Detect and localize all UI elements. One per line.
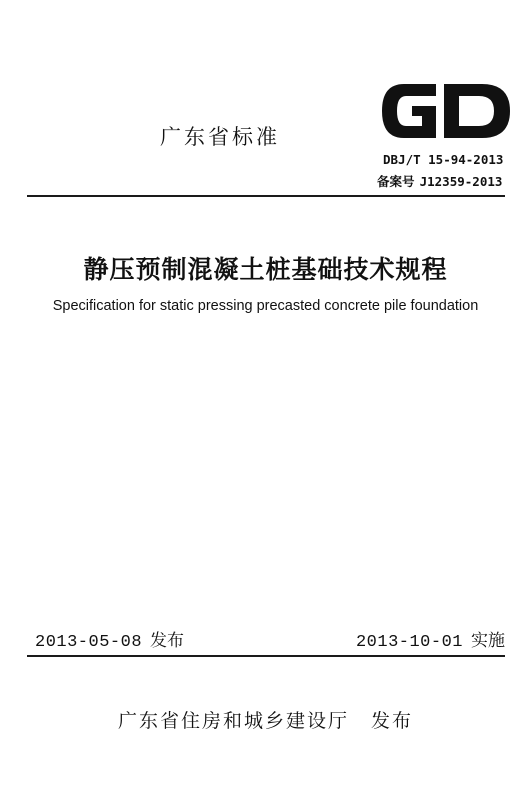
record-number-line: [377, 171, 502, 190]
record-label: 备案号: [377, 174, 415, 189]
issue-date: 2013-05-08: [35, 633, 143, 652]
publisher-name: 广东省住房和城乡建设厅: [117, 710, 349, 732]
record-number: J12359-2013: [419, 174, 503, 189]
gd-logo-g: [382, 84, 436, 138]
publish-label: 发布: [371, 710, 414, 732]
document-title-chinese: 静压预制混凝土桩基础技术规程: [83, 255, 448, 284]
bottom-divider: [27, 655, 505, 657]
gd-logo-d: [444, 84, 510, 138]
issue-label: 发布: [150, 631, 185, 651]
document-title-english: Specification for static pressing precasted concrete pile foundation: [52, 298, 479, 314]
gd-logo: [378, 78, 514, 144]
top-divider: [27, 195, 505, 197]
implement-date-line: [356, 626, 505, 652]
issue-date-line: [35, 626, 184, 652]
implement-date: 2013-10-01: [355, 633, 463, 652]
publisher-line: [0, 706, 531, 733]
standard-category: 广东省标准: [160, 125, 280, 149]
standard-code: DBJ/T 15-94-2013: [383, 152, 504, 167]
implement-label: 实施: [471, 631, 505, 651]
